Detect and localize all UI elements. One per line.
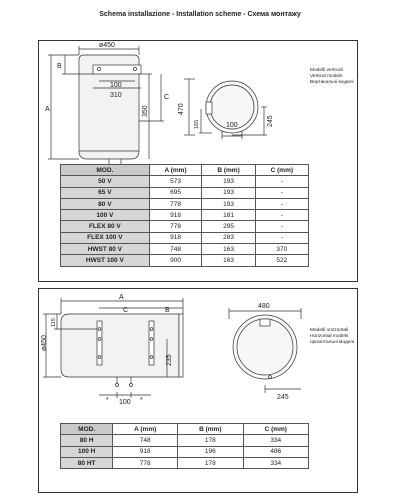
vertical-models-label (310, 68, 354, 87)
label-line-en: Vertical models (310, 74, 343, 80)
cell-model: 80 HT (61, 457, 113, 468)
cell-c: 334 (243, 435, 308, 446)
table-header-row (61, 424, 309, 435)
header-c: C (mm) (255, 165, 308, 176)
cell-b: 178 (178, 457, 243, 468)
vertical-models-panel (38, 40, 358, 282)
cell-model: 100 H (61, 446, 113, 457)
cell-b: 163 (202, 255, 255, 266)
cell-model: 80 H (61, 435, 113, 446)
cell-c: - (255, 221, 308, 232)
cell-model: FLEX 100 V (61, 232, 150, 243)
table-row (61, 255, 309, 266)
table-row (61, 210, 309, 221)
dim-245: 245 (277, 394, 289, 401)
label-line-it: Modelli verticali (310, 68, 343, 73)
cell-b: 193 (202, 198, 255, 209)
header-b: B (mm) (202, 165, 255, 176)
cell-b: 163 (202, 244, 255, 255)
dim-c: C (164, 94, 170, 101)
horizontal-models-panel (38, 288, 358, 493)
table-row (61, 232, 309, 243)
dim-245: 245 (267, 115, 274, 127)
cell-c: - (255, 232, 308, 243)
label-line-en: Horizontal models (310, 334, 349, 340)
header-mod: MOD. (61, 165, 150, 176)
dim-b: B (57, 63, 62, 70)
cell-a: 900 (149, 255, 202, 266)
table-row (61, 244, 309, 255)
cell-model: FLEX 80 V (61, 221, 150, 232)
page-title: Schema installazione - Installation scheme - Схема монтажу (99, 11, 301, 18)
horizontal-models-table (60, 423, 309, 469)
dim-100: 100 (119, 399, 131, 406)
table-header-row (61, 165, 309, 176)
label-line-uk: Вертикальні моделі (310, 80, 354, 86)
dim-115: 115 (51, 318, 57, 327)
table-row (61, 457, 309, 468)
cell-a: 748 (113, 435, 178, 446)
table-row (61, 446, 309, 457)
cell-b: 178 (178, 435, 243, 446)
cell-b: 181 (202, 210, 255, 221)
horizontal-models-label (310, 328, 354, 347)
cell-a: 778 (113, 457, 178, 468)
cell-c: - (255, 176, 308, 187)
cell-c: - (255, 210, 308, 221)
cell-a: 695 (149, 187, 202, 198)
cell-a: 573 (149, 176, 202, 187)
cell-b: 196 (178, 446, 243, 457)
dim-310: 310 (110, 92, 122, 99)
dim-star-right: * (140, 397, 143, 404)
table-row (61, 176, 309, 187)
cell-a: 918 (149, 210, 202, 221)
table-row (61, 435, 309, 446)
dim-470: 470 (178, 103, 185, 115)
cell-a: 778 (149, 221, 202, 232)
cell-c: 370 (255, 244, 308, 255)
label-line-uk: орізонтальні моделі (310, 340, 355, 346)
dim-235: 235 (166, 354, 173, 366)
cell-a: 778 (149, 198, 202, 209)
dim-diameter-450: ø450 (99, 42, 115, 49)
cell-model: 80 V (61, 198, 150, 209)
dim-165: 165 (194, 119, 200, 129)
cell-b: 283 (202, 232, 255, 243)
cell-model: HWST 100 V (61, 255, 150, 266)
horizontal-heater-body (61, 314, 179, 377)
dim-100-side: 100 (226, 122, 238, 129)
cell-b: 193 (202, 187, 255, 198)
cell-c: 334 (243, 457, 308, 468)
header-b: B (mm) (178, 424, 243, 435)
cell-c: - (255, 187, 308, 198)
cell-c: - (255, 198, 308, 209)
label-line-it: Modelli orizzontali (310, 328, 349, 333)
cell-model: 65 V (61, 187, 150, 198)
cell-model: 100 V (61, 210, 150, 221)
cell-a: 918 (113, 446, 178, 457)
dim-a: A (45, 106, 50, 113)
header-a: A (mm) (149, 165, 202, 176)
cell-model: HWST 80 V (61, 244, 150, 255)
cell-c: 486 (243, 446, 308, 457)
header-a: A (mm) (113, 424, 178, 435)
dim-100-top: 100 (110, 82, 122, 89)
cell-model: 50 V (61, 176, 150, 187)
cell-b: 295 (202, 221, 255, 232)
dim-480: 480 (258, 303, 270, 310)
cell-b: 193 (202, 176, 255, 187)
table-row (61, 198, 309, 209)
cell-a: 748 (149, 244, 202, 255)
vertical-models-table (60, 164, 309, 267)
header-c: C (mm) (243, 424, 308, 435)
dim-b: B (165, 307, 170, 314)
dim-350: 350 (142, 105, 149, 117)
cell-c: 522 (255, 255, 308, 266)
table-row (61, 187, 309, 198)
dim-diameter-450: ø450 (41, 335, 48, 351)
dim-c: C (123, 307, 129, 314)
cell-a: 918 (149, 232, 202, 243)
table-row (61, 221, 309, 232)
header-mod: MOD. (61, 424, 113, 435)
dim-a: A (119, 294, 124, 301)
dim-star-left: * (106, 397, 109, 404)
